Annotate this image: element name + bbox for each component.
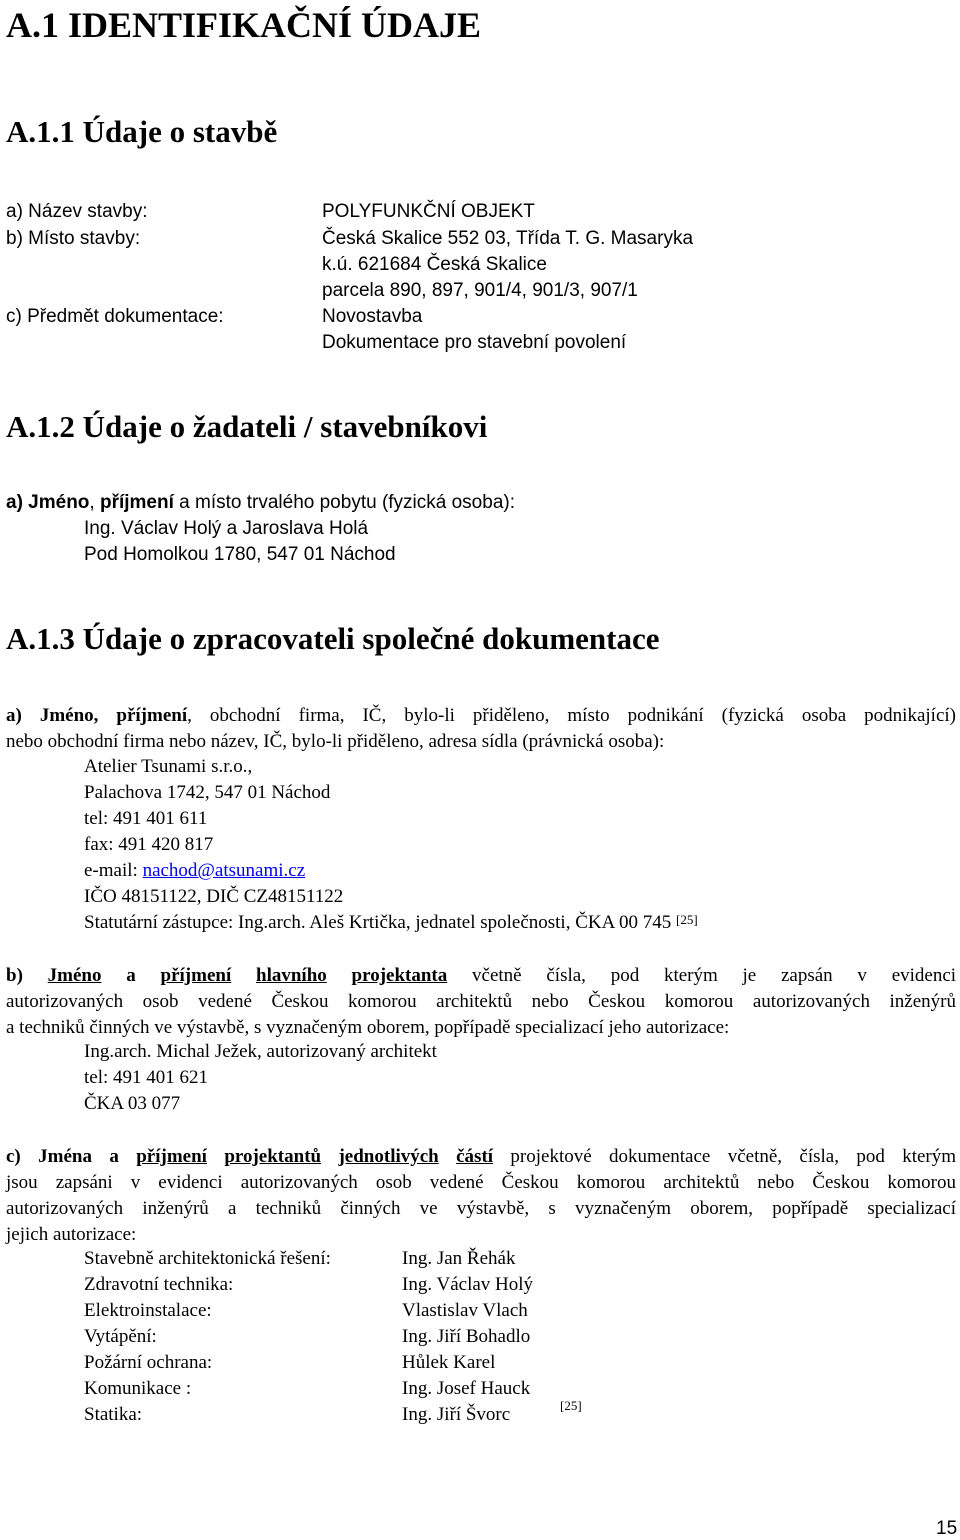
paragraph-line: a techniků činných ve výstavbě, s vyznačeným oborem, popřípadě specializací jeho autorizace: [6,1017,730,1038]
c-bold: příjmení [136,1146,207,1167]
firm-address: Palachova 1742, 547 01 Náchod [84,782,331,803]
paragraph-line [6,703,956,729]
b-bold: projektanta [351,965,448,986]
firm-name: Atelier Tsunami s.r.o., [84,756,253,777]
designer-name: Ing.arch. Michal Ježek, autorizovaný architekt [84,1041,437,1062]
label-nazev-stavby: a) Název stavby: [6,201,148,222]
part-label: Elektroinstalace: [84,1300,212,1321]
reference-mark: [25] [560,1398,582,1413]
value-misto-line: k.ú. 621684 Česká Skalice [322,254,547,275]
document-title: A.1 IDENTIFIKAČNÍ ÚDAJE [6,5,482,45]
b-bold: a [126,965,136,986]
c-prefix: c) [6,1146,21,1167]
c-bold: projektantů [224,1146,322,1167]
b-bold: hlavního [256,965,327,986]
part-name: Ing. Jan Řehák [402,1248,516,1269]
c-bold: Jména a [38,1146,137,1167]
email-link[interactable]: nachod@atsunami.cz [142,860,306,881]
part-name: Ing. Jiří Švorc [402,1404,511,1425]
page-number: 15 [936,1518,958,1539]
designer-tel: tel: 491 401 621 [84,1067,209,1088]
c-bold: částí [456,1146,494,1167]
firm-statutory [84,912,698,934]
zadatel-question [6,492,515,514]
part-name: Ing. Václav Holý [402,1274,534,1295]
firm-email-row [84,860,305,882]
part-name: Ing. Jiří Bohadlo [402,1326,531,1347]
part-name: Hůlek Karel [402,1352,496,1373]
paragraph-line: autorizovaných osob vedené Českou komorou architektů nebo Českou komorou autorizovaných inženýrů [6,991,956,1012]
part-name: Ing. Josef Hauck [402,1378,531,1399]
part-label: Zdravotní technika: [84,1274,234,1295]
reference-mark: [25] [676,912,698,927]
part-label: Komunikace : [84,1378,192,1399]
designer-cka: ČKA 03 077 [84,1093,181,1114]
b-rest: včetně čísla, pod kterým je zapsán v evidenci [472,965,957,986]
q-bold: příjmení [99,492,174,513]
section-heading-zadatel: A.1.2 Údaje o žadateli / stavebníkovi [6,409,488,444]
a-bold-prefix: a) Jméno, [6,705,99,726]
firm-fax: fax: 491 420 817 [84,834,214,855]
value-misto-line: Česká Skalice 552 03, Třída T. G. Masaryka [322,228,694,249]
part-label: Vytápění: [84,1326,157,1347]
value-predmet-line: Dokumentace pro stavební povolení [322,332,627,353]
part-label: Statika: [84,1404,143,1425]
b-bold: příjmení [160,965,232,986]
part-name: Vlastislav Vlach [402,1300,528,1321]
c-rest: projektové dokumentace včetně, čísla, pod kterým [493,1146,957,1167]
value-nazev-stavby: POLYFUNKČNÍ OBJEKT [322,201,535,222]
b-prefix: b) [6,965,23,986]
statutory-text: Statutární zástupce: Ing.arch. Aleš Krtička, jednatel společnosti, ČKA 00 745 [84,912,672,933]
label-predmet: c) Předmět dokumentace: [6,306,224,327]
b-bold: Jméno [47,965,102,986]
paragraph-line: jejich autorizace: [6,1224,137,1245]
q-rest: a místo trvalého pobytu (fyzická osoba): [173,492,515,513]
part-label: Požární ochrana: [84,1352,213,1373]
paragraph-line [6,1144,956,1170]
label-misto-stavby: b) Místo stavby: [6,228,141,249]
email-label: e-mail: [84,860,143,881]
paragraph-line: jsou zapsáni v evidenci autorizovaných osob vedené Českou komorou architektů nebo Českou komorou [6,1172,956,1193]
zpracovatel-paragraph-c [6,1144,956,1248]
paragraph-line: nebo obchodní firma nebo název, IČ, bylo-li přiděleno, adresa sídla (právnická osoba): [6,731,665,752]
zadatel-address: Pod Homolkou 1780, 547 01 Náchod [84,544,396,565]
paragraph-line: autorizovaných inženýrů a techniků činných ve výstavbě, s vyznačeným oborem, popřípadě specializací [6,1198,956,1219]
q-prefix: a) Jméno [6,492,90,513]
zadatel-name: Ing. Václav Holý a Jaroslava Holá [84,518,369,539]
section-heading-zpracovatel: A.1.3 Údaje o zpracovateli společné dokumentace [6,621,660,656]
paragraph-line [6,963,956,989]
value-misto-line: parcela 890, 897, 901/4, 901/3, 907/1 [322,280,638,301]
a-rest: , obchodní firma, IČ, bylo-li přiděleno, místo podnikání (fyzická osoba podnikající) [187,705,956,726]
zpracovatel-paragraph-b [6,963,956,1041]
part-label: Stavebně architektonická řešení: [84,1248,331,1269]
zpracovatel-paragraph-a [6,703,956,755]
section-heading-stavba: A.1.1 Údaje o stavbě [6,114,278,149]
firm-ico: IČO 48151122, DIČ CZ48151122 [84,886,344,907]
a-bold-prijmeni: příjmení [116,705,188,726]
value-predmet-line: Novostavba [322,306,423,327]
firm-tel: tel: 491 401 611 [84,808,208,829]
c-bold: jednotlivých [338,1146,439,1167]
q-comma: , [89,492,100,513]
